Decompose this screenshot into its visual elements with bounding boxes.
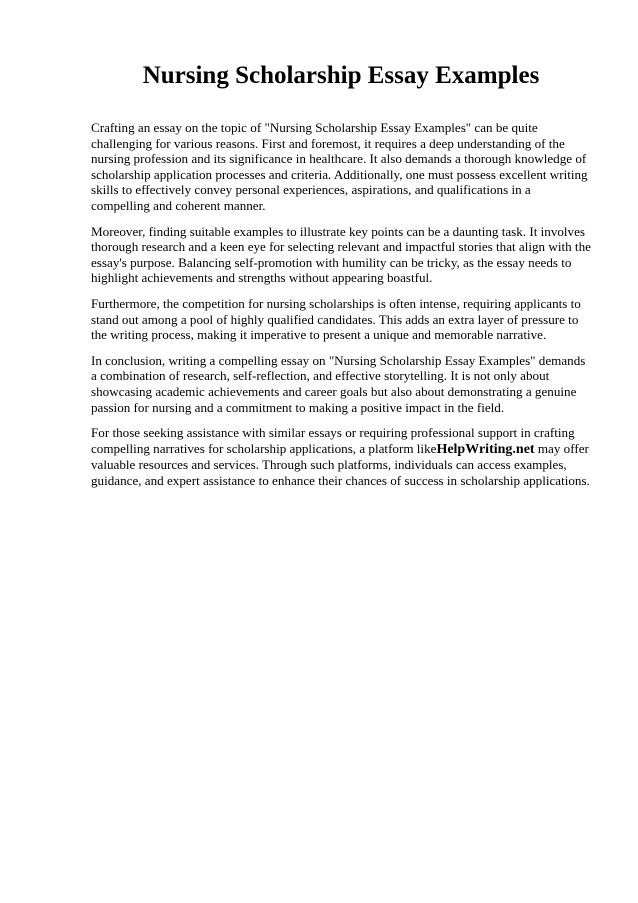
document-page [91,60,591,498]
paragraph-conclusion: In conclusion, writing a compelling essay on "Nursing Scholarship Essay Examples" demands a combination of research, self-reflection, and effective storytelling. It is not only about showcasing academic achievements and career goals but also about demonstrating a genuine passion for nursing and a commitment to making a positive impact in the field. [91,352,586,415]
brand-name: HelpWriting.net [436,441,535,457]
paragraph-competition: Furthermore, the competition for nursing scholarships is often intense, requiring applicants to stand out among a pool of highly qualified candidates. This adds an extra layer of pressure to the writing process, making it imperative to present a unique and memorable narrative. [91,295,581,343]
document-title: Nursing Scholarship Essay Examples [142,62,540,89]
paragraph-examples: Moreover, finding suitable examples to illustrate key points can be a daunting task. It involves thorough research and a keen eye for selecting relevant and impactful stories that align with the essay's purpose. Balancing self-promotion with humility can be tricky, as the essay needs to highlight achievements and strengths without appearing boastful. [91,223,591,286]
assistance-text-after: may offer valuable resources and services. Through such platforms, individuals can access examples, guidance, and expert assistance to enhance their chances of success in scholarship applications. [91,440,590,488]
assistance-text-before: For those seeking assistance with similar essays or requiring professional support in crafting compelling narratives for scholarship applications, a platform like [91,425,575,456]
paragraph-intro: Crafting an essay on the topic of "Nursing Scholarship Essay Examples" can be quite challenging for various reasons. First and foremost, it requires a deep understanding of the nursing profession and its significance in healthcare. It also demands a thorough knowledge of scholarship application processes and criteria. Additionally, one must possess excellent writing skills to effectively convey personal experiences, aspirations, and qualifications in a compelling and coherent manner. [91,120,588,213]
paragraph-assistance [91,425,591,488]
